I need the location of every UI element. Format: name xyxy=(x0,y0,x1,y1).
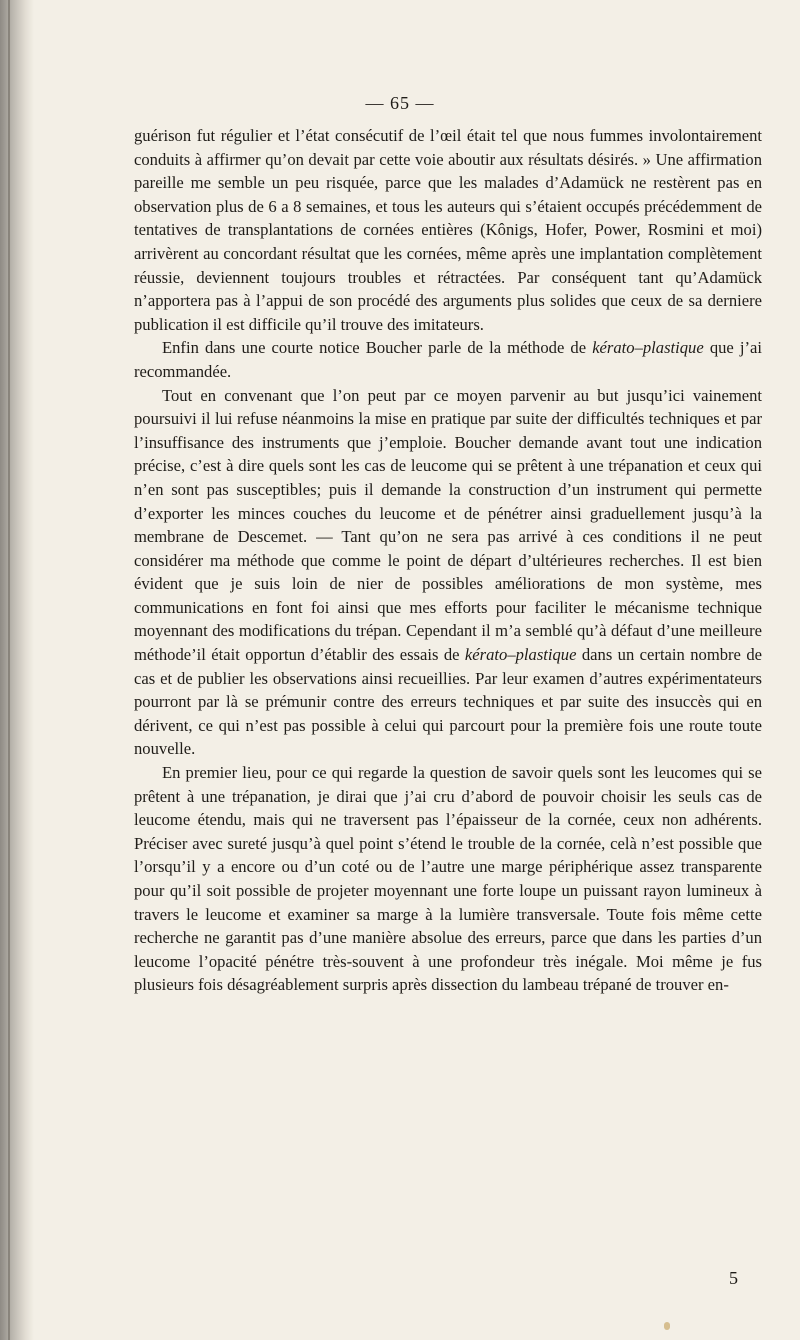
body-text xyxy=(134,124,762,997)
signature-mark: 5 xyxy=(729,1268,738,1288)
binding-edge xyxy=(8,0,10,1340)
paragraph-3-text-end: dans un certain nombre de cas et de publier les observations ainsi recueillies. Par leur examen d’autres expérimentateurs pourront par là se prémunir contre des erreurs techniques et par suite des insuccès qui en dérivent, ce qui n’est pas possible à celui qui parcourt pour la première fois une route toute nouvelle. xyxy=(134,645,762,759)
paragraph-2 xyxy=(134,336,762,383)
paragraph-2-text: Enfin dans une courte notice Boucher parle de la méthode de xyxy=(162,338,593,358)
binding-shadow xyxy=(0,0,34,1340)
paragraph-2-term: kérato–plastique xyxy=(592,338,704,358)
paper-speck xyxy=(664,1322,670,1330)
paragraph-1: guérison fut régulier et l’état consécutif de l’œil était tel que nous fummes involontairement conduits à affirmer qu’on devait par cette voie aboutir aux résultats désirés. » Une affirmation pareille me semble un peu risquée, parce que les malades d’Adamück ne restèrent pas en observation plus de 6 a 8 semaines, et tous les auteurs qui s’étaient occupés précédemment de tentatives de transplantations de cornées entières (Kônigs, Hofer, Power, Rosmini et moi) arrivèrent au concordant résultat que les cornées, même après une implantation complètement réussie, deviennent toujours troubles et rétractées. Par conséquent tant qu’Adamück n’apportera pas à l’appui de son procédé des arguments plus solides que ceux de sa derniere publication il est difficile qu’il trouve des imitateurs. xyxy=(134,126,762,334)
paragraph-3 xyxy=(134,384,762,762)
page-number: — 65 — xyxy=(365,93,435,113)
paragraph-2-text-end: que j’ai recommandée. xyxy=(134,338,762,381)
paragraph-3-term: kérato–plastique xyxy=(464,645,577,665)
paragraph-4: En premier lieu, pour ce qui regarde la question de savoir quels sont les leucomes qui se prêtent à une trépanation, je dirai que j’ai cru d’abord de pouvoir choisir les seuls cas de leucome étendu, mais qui ne traversent pas l’épaisseur de la cornée, ceux non adhérents. Préciser avec sureté jusqu’à quel point s’étend le trouble de la cornée, celà n’est possible que l’orsqu’il y a encore ou d’un coté ou de l’autre une marge périphérique assez transparente pour qu’il soit possible de projeter moyennant une forte loupe un puissant rayon lumineux à travers le leucome et examiner sa marge à la lumière transversale. Toute fois même cette recherche ne garantit pas d’une manière absolue des erreurs, parce que dans les parties d’un leucome l’opacité pénétre très-souvent à une profondeur très inégale. Moi même je fus plusieurs fois désagréablement surpris après dissection du lambeau trépané de trouver en- xyxy=(134,763,762,995)
paragraph-3-text: Tout en convenant que l’on peut par ce moyen parvenir au but jusqu’ici vainement poursuivi il lui refuse néanmoins la mise en pratique par suite der difficultés techniques et par l’insuffisance des instruments que j’emploie. Boucher demande avant tout une indication précise, c’est à dire quels sont les cas de leucome qui se prêtent à une trépanation et ceux qui n’en sont pas susceptibles; puis il demande la construction d’un instrument qui permette d’exporter les minces couches du leucome et de pénétrer ainsi graduellement jusqu’à la membrane de Descemet. — Tant qu’on ne sera pas arrivé à ces conditions il ne peut considérer ma méthode que comme le point de départ d’ultérieures recherches. Il est bien évident que je suis loin de nier de possibles améliorations de mon système, mes communications en font foi ainsi que mes efforts pour faciliter le mécanisme technique moyennant des modifications du trépan. Cependant il m’a semblé qu’à défaut d’une meilleure méthode’il était opportun d’établir des essais de xyxy=(134,385,762,665)
